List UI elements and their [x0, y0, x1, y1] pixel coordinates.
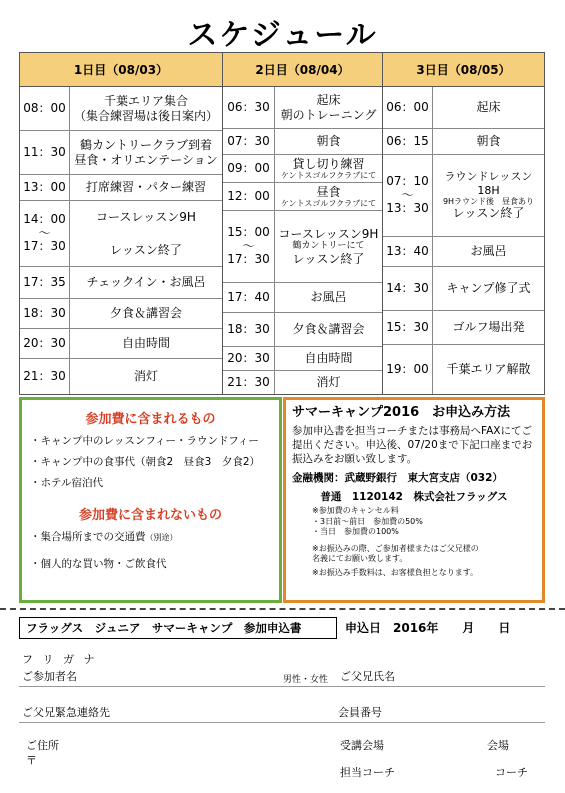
time-cell: 17：35 [20, 267, 70, 298]
application-date: 申込日 2016年 月 日 [345, 621, 511, 635]
table-row [223, 129, 382, 155]
form-title: フラッグス ジュニア サマーキャンプ 参加申込書 [19, 617, 337, 639]
table-row [223, 183, 382, 211]
activity-cell: コースレッスン9H 鶴カントリーにて レッスン終了 [278, 226, 379, 266]
transfer-note: ※お振込みの際、ご参加者様またはご父兄様の 名義にてお願い致します。 ※お振込み手数料は、お客様負担となります。 [312, 543, 479, 578]
activity-cell: コースレッスン9H レッスン終了 [96, 210, 196, 257]
time-cell: 21：30 [223, 371, 275, 394]
emergency-contact-label: ご父兄緊急連絡先 [22, 706, 110, 719]
participant-name-label: ご参加者名 [22, 670, 77, 683]
venue-label: 受講会場 [340, 739, 384, 752]
table-row [20, 299, 222, 329]
activity-cell: 夕食＆講習会 [292, 322, 365, 337]
time-cell: 17：40 [223, 283, 275, 312]
table-row [383, 345, 544, 394]
time-cell: 07：10 ～ 13：30 [383, 155, 433, 236]
time-cell: 13：40 [383, 237, 433, 266]
table-row [223, 87, 382, 129]
time-cell: 07：30 [223, 129, 275, 154]
included-list [30, 433, 271, 490]
day1-column [20, 53, 223, 394]
time-cell: 11：30 [20, 131, 70, 174]
table-row [20, 175, 222, 201]
time-cell: 09：00 [223, 155, 275, 182]
time-cell: 18：30 [20, 299, 70, 328]
table-row [223, 313, 382, 347]
time-cell: 15：00 ～ 17：30 [223, 211, 275, 282]
day2-header: 2日目（08/04） [223, 53, 382, 87]
account-info: 普通 1120142 株式会社フラッグス [320, 491, 508, 504]
table-row [20, 87, 222, 131]
activity-cell: 打席練習・パター練習 [85, 180, 206, 195]
list-item: ・集合場所までの交通費（別途） [30, 531, 178, 543]
table-row [20, 267, 222, 299]
postal-mark: 〒 [26, 754, 37, 767]
schedule-table [19, 52, 545, 395]
table-row [383, 311, 544, 345]
table-row [223, 211, 382, 283]
activity-cell: 自由時間 [121, 336, 170, 351]
table-row [223, 371, 382, 394]
time-cell: 19：00 [383, 345, 433, 394]
table-row [223, 347, 382, 371]
gender-option[interactable]: 男性・女性 [283, 675, 329, 685]
list-item: ・ホテル宿泊代 [30, 477, 103, 489]
day1-header: 1日目（08/03） [20, 53, 222, 87]
application-box [283, 397, 545, 603]
table-row [20, 359, 222, 394]
cancel-note: ※参加費のキャンセル料 ・3日前～前日 参加費の50% ・当日 参加費の100% [312, 506, 423, 537]
time-cell: 14：00 ～ 17：30 [20, 201, 70, 266]
time-cell: 12：00 [223, 183, 275, 210]
time-cell: 20：30 [20, 329, 70, 358]
activity-cell: 消灯 [316, 375, 341, 390]
divider [19, 686, 545, 687]
table-row [20, 201, 222, 267]
activity-cell: 起床 [476, 100, 501, 115]
list-item: ・個人的な買い物・ご飲食代 [30, 558, 167, 570]
bank-info: 金融機関：武蔵野銀行 東大宮支店（032） [292, 472, 503, 485]
activity-cell: 朝食 [476, 134, 501, 149]
time-cell: 15：30 [383, 311, 433, 344]
table-row [223, 283, 382, 313]
activity-cell: チェックイン・お風呂 [86, 275, 206, 290]
activity-cell: 昼食 ケントスゴルフクラブにて [280, 184, 377, 208]
activity-cell: 夕食＆講習会 [109, 306, 182, 321]
table-row [383, 129, 544, 155]
activity-cell: 起床 朝のトレーニング [280, 93, 377, 122]
activity-cell: キャンプ修了式 [446, 281, 531, 296]
activity-cell: 千葉エリア解散 [446, 362, 531, 377]
activity-cell: お風呂 [310, 290, 347, 305]
time-cell: 20：30 [223, 347, 275, 370]
furigana-label: フ リ ガ ナ [22, 653, 98, 666]
member-number-label: 会員番号 [338, 706, 382, 719]
activity-cell: 鶴カントリークラブ到着 昼食・オリエンテーション [74, 138, 218, 167]
parent-name-label: ご父兄氏名 [340, 670, 395, 683]
time-cell: 08：00 [20, 87, 70, 130]
activity-cell: 千葉エリア集合 （集合練習場は後日案内） [73, 94, 218, 123]
apply-body: 参加申込書を担当コーチまたは事務局へFAXにてご提出ください。申込後、07/20まで下記口座までお振込みをお願い致します。 [292, 424, 533, 465]
venue-suffix: 会場 [487, 739, 509, 752]
activity-cell: ゴルフ場出発 [452, 320, 525, 335]
time-cell: 21：30 [20, 359, 70, 394]
coach-label: 担当コーチ [340, 766, 395, 779]
list-item: ・キャンプ中のレッスンフィー・ラウンドフィー [30, 435, 259, 447]
time-cell: 06：00 [383, 87, 433, 128]
table-row [383, 237, 544, 267]
time-cell: 13：00 [20, 175, 70, 200]
cut-line [0, 608, 565, 610]
page-title: スケジュール [187, 18, 378, 53]
table-row [383, 87, 544, 129]
day3-column [383, 53, 544, 394]
excluded-list [30, 529, 271, 571]
day3-header: 3日目（08/05） [383, 53, 544, 87]
activity-cell: 消灯 [133, 369, 158, 384]
divider [19, 722, 545, 723]
coach-suffix: コーチ [495, 766, 528, 779]
time-cell: 06：30 [223, 87, 275, 128]
day2-column [223, 53, 383, 394]
time-cell: 14：30 [383, 267, 433, 310]
activity-cell: 自由時間 [304, 351, 353, 366]
fees-box [19, 397, 282, 603]
table-row [383, 267, 544, 311]
activity-cell: ラウンドレッスン 18H 9Hラウンド後 昼食あり レッスン終了 [442, 170, 535, 221]
included-title: 参加費に含まれるもの [85, 412, 216, 427]
list-item: ・キャンプ中の食事代（朝食2 昼食3 夕食2） [30, 456, 261, 468]
time-cell: 18：30 [223, 313, 275, 346]
activity-cell: 貸し切り練習 ケントスゴルフクラブにて [280, 156, 377, 180]
activity-cell: 朝食 [316, 134, 341, 149]
table-row [20, 131, 222, 175]
time-cell: 06：15 [383, 129, 433, 154]
table-row [223, 155, 382, 183]
table-row [383, 155, 544, 237]
address-label: ご住所 [26, 739, 59, 752]
activity-cell: お風呂 [470, 244, 507, 259]
excluded-title: 参加費に含まれないもの [78, 508, 222, 523]
apply-title: サマーキャンプ2016 お申込み方法 [292, 405, 511, 420]
table-row [20, 329, 222, 359]
